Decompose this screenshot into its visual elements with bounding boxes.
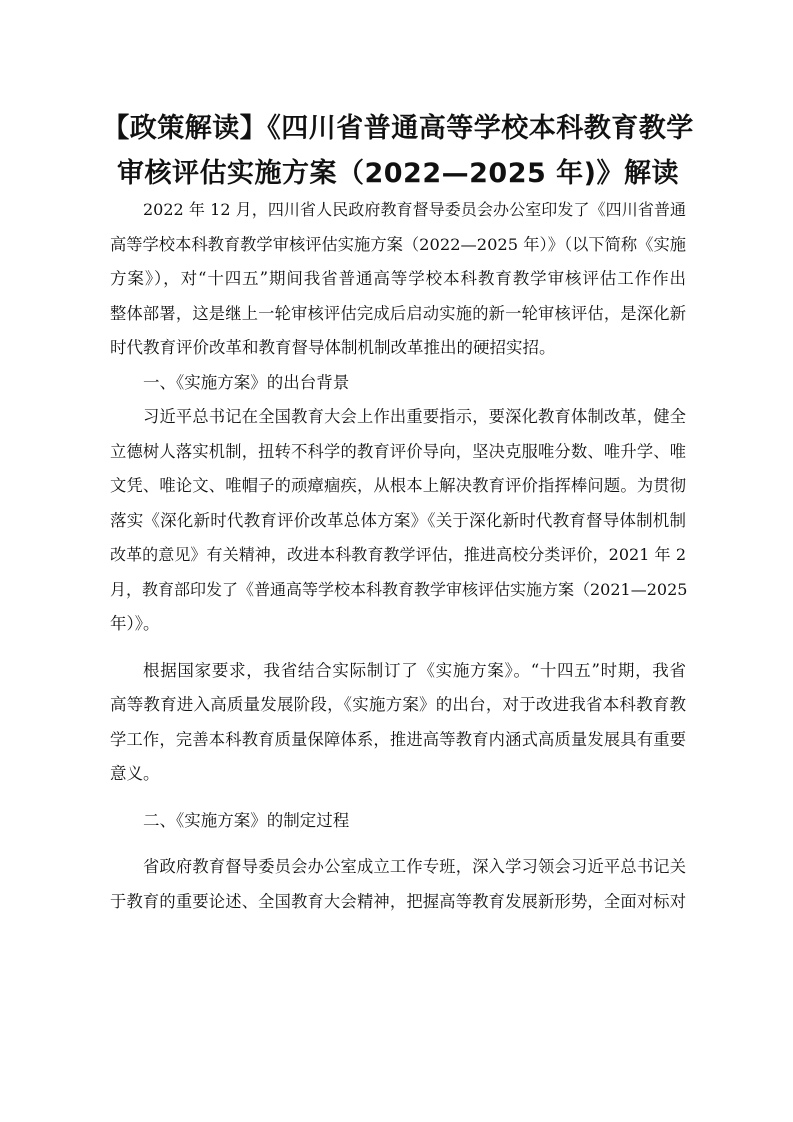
text-line: 意义。 — [110, 764, 160, 783]
paragraph-background — [110, 400, 686, 642]
text-line: 落实《深化新时代教育评价改革总体方案》《关于深化新时代教育督导体制机制 — [110, 510, 686, 530]
text-line: 二、《实施方案》的制定过程 — [143, 810, 350, 830]
document-title — [90, 106, 706, 196]
text-line: 年）》。 — [110, 614, 160, 633]
section-heading-2 — [110, 804, 686, 839]
text-line: 学工作，完善本科教育质量保障体系，推进高等教育内涵式高质量发展具有重要 — [110, 729, 686, 749]
text-line: 高等学校本科教育教学审核评估实施方案（2022—2025 年）》（以下简称《实施 — [110, 234, 686, 254]
text-line: 立德树人落实机制，扭转不科学的教育评价导向，坚决克服唯分数、唯升学、唯 — [110, 441, 686, 461]
document-body — [110, 193, 686, 919]
text-line: 文凭、唯论文、唯帽子的顽瘴痼疾，从根本上解决教育评价指挥棒问题。为贯彻 — [110, 476, 686, 495]
paragraph-requirements — [110, 654, 686, 792]
text-line: 高等教育进入高质量发展阶段，《实施方案》的出台，对于改进我省本科教育教 — [110, 695, 686, 714]
text-line: 方案》），对“十四五”期间我省普通高等学校本科教育教学审核评估工作作出 — [110, 269, 686, 288]
text-line: 根据国家要求，我省结合实际制订了《实施方案》。“十四五”时期，我省 — [143, 660, 686, 680]
text-line: 一、《实施方案》的出台背景 — [143, 372, 350, 392]
text-line: 改革的意见》有关精神，改进本科教育教学评估，推进高校分类评价，2021 年 2 — [110, 545, 686, 564]
text-line: 月，教育部印发了《普通高等学校本科教育教学审核评估实施方案（2021—2025 — [110, 579, 688, 599]
text-line: 于教育的重要论述、全国教育大会精神，把握高等教育发展新形势，全面对标对 — [110, 891, 686, 911]
text-line: 习近平总书记在全国教育大会上作出重要指示，要深化教育体制改革，健全 — [143, 407, 686, 426]
text-line: 整体部署，这是继上一轮审核评估完成后启动实施的新一轮审核评估，是深化新 — [110, 303, 686, 323]
title-line-2: 审核评估实施方案（2022—2025 年)》解读 — [116, 158, 680, 189]
text-line: 时代教育评价改革和教育督导体制机制改革推出的硬招实招。 — [110, 338, 556, 357]
section-heading-1 — [110, 366, 686, 401]
text-line: 省政府教育督导委员会办公室成立工作专班，深入学习领会习近平总书记关 — [143, 857, 686, 876]
paragraph-intro — [110, 193, 686, 366]
text-line: 2022 年 12 月，四川省人民政府教育督导委员会办公室印发了《四川省普通 — [143, 200, 686, 219]
paragraph-process — [110, 850, 686, 919]
title-line-1: 【政策解读】《四川省普通高等学校本科教育教学 — [102, 113, 694, 144]
